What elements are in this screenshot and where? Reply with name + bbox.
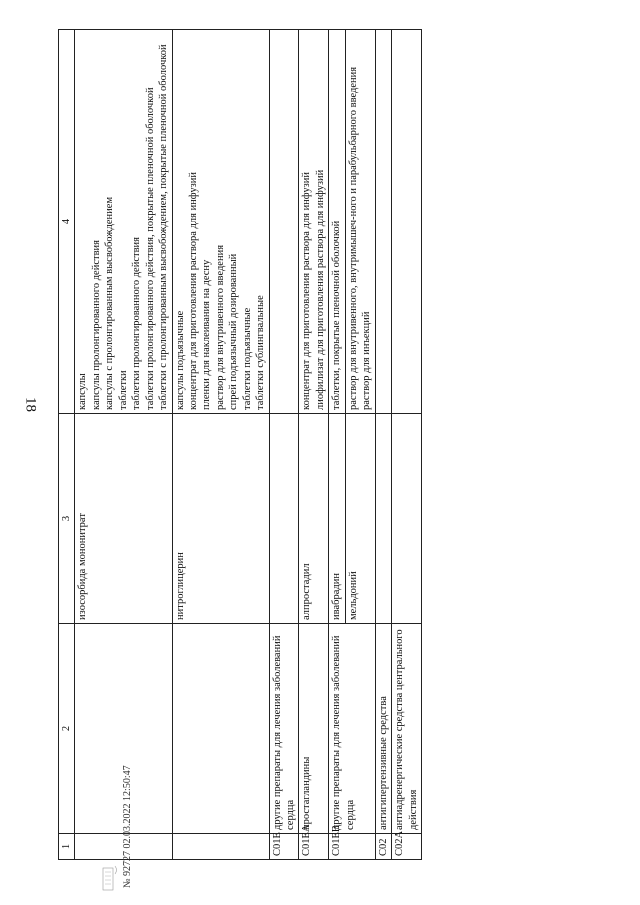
form-line: капсулы: [77, 373, 89, 410]
code-cell: C01EA: [299, 834, 329, 860]
form-line: концентрат для приготовления раствора для инфузий: [301, 172, 313, 410]
form-line: таблетки: [117, 370, 129, 410]
header-cell: 1: [59, 834, 75, 860]
forms-cell: [75, 30, 172, 414]
form-line: таблетки пролонгированного действия: [131, 237, 143, 410]
drug-cell: нитроглицерин: [172, 414, 269, 624]
form-line: таблетки пролонгированного действия, покрытые пленочной оболочкой: [144, 87, 156, 410]
drug-cell: изосорбида мононитрат: [75, 414, 172, 624]
group-cell: другие препараты для лечения заболеваний сердца: [329, 624, 375, 834]
table-row: [75, 30, 172, 860]
page-number: 18: [22, 397, 39, 412]
form-line: раствор для инъекций: [361, 311, 373, 410]
group-cell: другие препараты для лечения заболеваний сердца: [269, 624, 299, 834]
table-row: [375, 30, 391, 860]
code-cell: C01EB: [329, 834, 375, 860]
code-cell: C02A: [392, 834, 422, 860]
table-row: [269, 30, 299, 860]
table-row: [299, 30, 329, 860]
table-frame: [58, 30, 551, 860]
header-row: [59, 30, 75, 860]
header-cell: 4: [59, 30, 75, 414]
form-line: капсулы подъязычные: [174, 310, 186, 410]
form-line: раствор для внутривенного введения: [214, 244, 226, 410]
header-cell: 3: [59, 414, 75, 624]
drug-table: [58, 29, 422, 860]
table-row: [329, 30, 345, 860]
group-cell: [172, 624, 269, 834]
code-cell: C02: [375, 834, 391, 860]
form-line: таблетки подъязычные: [241, 307, 253, 410]
forms-cell: [269, 30, 299, 414]
forms-cell: [392, 30, 422, 414]
stamp-mark-icon: [100, 864, 140, 894]
forms-cell: [345, 30, 375, 414]
drug-cell: ивабрадин: [329, 414, 345, 624]
code-cell: C01E: [269, 834, 299, 860]
form-line: раствор для внутривенного, внутримышеч-ного и парабульбарного введения: [347, 66, 359, 410]
form-line: капсулы с пролонгированным высвобождением: [104, 196, 116, 410]
forms-cell: [329, 30, 345, 414]
document-number-stamp: № 92727 02.03.2022 12:50:47: [122, 765, 133, 888]
form-line: пленки для наклеивания на десну: [201, 259, 213, 410]
header-cell: 2: [59, 624, 75, 834]
drug-cell: [269, 414, 299, 624]
registration-stamp: [100, 765, 140, 888]
drug-cell: [392, 414, 422, 624]
drug-cell: [375, 414, 391, 624]
group-cell: простагландины: [299, 624, 329, 834]
forms-cell: [299, 30, 329, 414]
code-cell: [172, 834, 269, 860]
drug-cell: алпростадил: [299, 414, 329, 624]
form-line: капсулы пролонгированного действия: [90, 240, 102, 410]
form-line: таблетки, покрытые пленочной оболочкой: [331, 220, 343, 410]
form-line: лиофилизат для приготовления раствора для инфузий: [314, 169, 326, 410]
form-line: концентрат для приготовления раствора для инфузий: [187, 172, 199, 410]
group-cell: антиадренергические средства центрального действия: [392, 624, 422, 834]
table-row: [172, 30, 269, 860]
forms-cell: [375, 30, 391, 414]
drug-cell: мельдоний: [345, 414, 375, 624]
form-line: таблетки сублингвальные: [255, 295, 267, 410]
forms-cell: [172, 30, 269, 414]
table-row: [392, 30, 422, 860]
form-line: спрей подъязычный дозированный: [228, 253, 240, 410]
group-cell: антигипертензивные средства: [375, 624, 391, 834]
form-line: таблетки с пролонгированным высвобождением, покрытые пленочной оболочкой: [158, 44, 170, 410]
